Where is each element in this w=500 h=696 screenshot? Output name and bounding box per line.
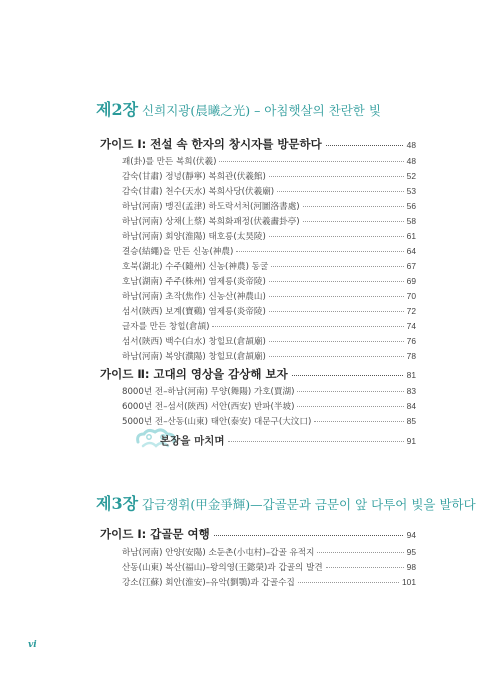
ch3-guide1[interactable] (100, 526, 416, 542)
toc-entry[interactable] (122, 170, 416, 182)
leader-dots (212, 326, 403, 327)
toc-entry-page: 72 (406, 306, 416, 316)
toc-entry[interactable] (122, 290, 416, 302)
toc-entry-text: 하남(河南) 맹진(孟津) 하도락서처(河圖洛書處) (122, 202, 300, 212)
leader-dots (298, 582, 399, 583)
leader-dots (271, 266, 403, 267)
leader-dots (292, 375, 403, 376)
leader-dots (303, 221, 404, 222)
leader-dots (326, 145, 403, 146)
toc-entry[interactable] (122, 305, 416, 317)
toc-entry-text: 산동(山東) 복산(福山)–왕의영(王懿榮)과 갑골의 발견 (122, 563, 323, 573)
toc-entry-text: 결승(結繩)을 만든 신농(神農) (122, 247, 234, 257)
chapter3-title: 갑금쟁휘(甲金爭輝)—갑골문과 금문이 앞 다투어 빛을 발하다 (142, 497, 476, 512)
ch3-guide1-page: 94 (406, 530, 416, 540)
toc-entry-page: 85 (406, 416, 416, 426)
ch2-closing-page: 91 (406, 436, 416, 446)
toc-entry-page: 98 (406, 562, 416, 572)
toc-entry-text: 하남(河南) 안양(安陽) 소둔촌(小屯村)–갑골 유적지 (122, 548, 315, 558)
toc-entry[interactable] (122, 155, 416, 167)
ch2-guide1-label: 가이드 Ⅰ: 전설 속 한자의 창시자를 방문하다 (100, 137, 322, 151)
toc-entry-text: 8000년 전–하남(河南) 무양(舞陽) 가호(賈湖) (122, 387, 295, 397)
ch2-guide2-label: 가이드 Ⅱ: 고대의 영상을 감상해 보자 (100, 367, 288, 381)
toc-entry-text: 6000년 전–섬서(陝西) 서안(西安) 반파(半坡) (122, 402, 295, 412)
toc-entry[interactable] (122, 260, 416, 272)
leader-dots (314, 421, 403, 422)
leader-dots (297, 391, 403, 392)
toc-entry[interactable] (122, 320, 416, 332)
toc-entry-text: 5000년 전–산동(山東) 태안(泰安) 대문구(大汶口) (122, 417, 312, 427)
ch2-guide2-page: 81 (406, 370, 416, 380)
leader-dots (269, 356, 404, 357)
toc-entry[interactable] (122, 385, 416, 397)
toc-entry-text: 하남(河南) 상채(上蔡) 복희화괘정(伏羲畵卦亭) (122, 217, 300, 227)
toc-entry-page: 48 (406, 156, 416, 166)
ch2-closing-label: 본장을 마치며 (160, 435, 225, 447)
toc-entry[interactable] (122, 335, 416, 347)
toc-entry-page: 67 (406, 261, 416, 271)
chapter3-number: 제3장 (96, 494, 139, 513)
leader-dots (269, 176, 404, 177)
toc-entry-page: 74 (406, 321, 416, 331)
chapter2-number: 제2장 (96, 100, 139, 119)
toc-entry[interactable] (122, 275, 416, 287)
toc-entry[interactable] (122, 561, 416, 573)
toc-entry-text: 감숙(甘肅) 정녕(靜寧) 복희관(伏羲館) (122, 172, 266, 182)
toc-entry[interactable] (122, 200, 416, 212)
ch2-guide1[interactable] (100, 136, 416, 152)
leader-dots (269, 341, 404, 342)
toc-entry-page: 53 (406, 186, 416, 196)
toc-entry-text: 하남(河南) 초작(焦作) 신농산(神農山) (122, 292, 266, 302)
toc-entry-page: 84 (406, 401, 416, 411)
leader-dots (277, 191, 404, 192)
ch2-guide2[interactable] (100, 366, 416, 382)
toc-entry-page: 101 (402, 577, 416, 587)
toc-entry-text: 섬서(陝西) 보계(寶鷄) 염제릉(炎帝陵) (122, 307, 266, 317)
toc-entry[interactable] (122, 350, 416, 362)
leader-dots (326, 567, 404, 568)
toc-entry-text: 괘(卦)를 만든 복희(伏羲) (122, 157, 217, 167)
toc-entry-text: 하남(河南) 회양(淮陽) 태호릉(太昊陵) (122, 232, 266, 242)
toc-entry-text: 섬서(陝西) 백수(白水) 창힐묘(倉頡廟) (122, 337, 266, 347)
leader-dots (317, 552, 403, 553)
leader-dots (236, 251, 403, 252)
leader-dots (269, 296, 404, 297)
toc-entry-page: 61 (406, 231, 416, 241)
toc-entry-page: 70 (406, 291, 416, 301)
toc-entry[interactable] (122, 245, 416, 257)
toc-entry[interactable] (122, 400, 416, 412)
leader-dots (219, 161, 403, 162)
toc-entry[interactable] (122, 230, 416, 242)
ch2-guide1-page: 48 (406, 140, 416, 150)
ch3-guide1-label: 가이드 Ⅰ: 갑골문 여행 (100, 527, 210, 541)
leader-dots (297, 406, 403, 407)
leader-dots (269, 281, 404, 282)
toc-entry-page: 52 (406, 171, 416, 181)
toc-entry-page: 83 (406, 386, 416, 396)
toc-entry-page: 64 (406, 246, 416, 256)
leader-dots (303, 206, 404, 207)
toc-entry-page: 56 (406, 201, 416, 211)
toc-entry[interactable] (122, 215, 416, 227)
toc-entry-page: 78 (406, 351, 416, 361)
toc-entry-text: 호북(湖北) 수주(隨州) 신농(神農) 동굴 (122, 262, 269, 272)
leader-dots (269, 236, 404, 237)
leader-dots (269, 311, 404, 312)
toc-entry-text: 강소(江蘇) 회안(淮安)–유악(劉鶚)과 갑골수집 (122, 578, 295, 588)
chapter2-heading (96, 97, 476, 120)
chapter2-title: 신희지광(晨曦之光) – 아침햇살의 찬란한 빛 (142, 103, 381, 118)
toc-entry[interactable] (122, 185, 416, 197)
toc-entry-page: 95 (406, 547, 416, 557)
leader-dots (214, 535, 403, 536)
toc-entry-page: 69 (406, 276, 416, 286)
toc-entry[interactable] (122, 546, 416, 558)
toc-entry-text: 감숙(甘肅) 천수(天水) 복희사당(伏羲廟) (122, 187, 275, 197)
toc-entry[interactable] (122, 576, 416, 588)
page-folio: vi (28, 640, 37, 650)
leader-dots (228, 441, 404, 442)
toc-entry-text: 호남(湖南) 주주(株州) 염제릉(炎帝陵) (122, 277, 266, 287)
ch2-closing[interactable] (160, 433, 416, 448)
toc-entry-page: 58 (406, 216, 416, 226)
toc-entry-page: 76 (406, 336, 416, 346)
toc-entry-text: 하남(河南) 복양(濮陽) 창힐묘(倉頡廟) (122, 352, 266, 362)
toc-entry-text: 글자를 만든 창힐(倉頡) (122, 322, 210, 332)
chapter3-heading (96, 491, 476, 514)
